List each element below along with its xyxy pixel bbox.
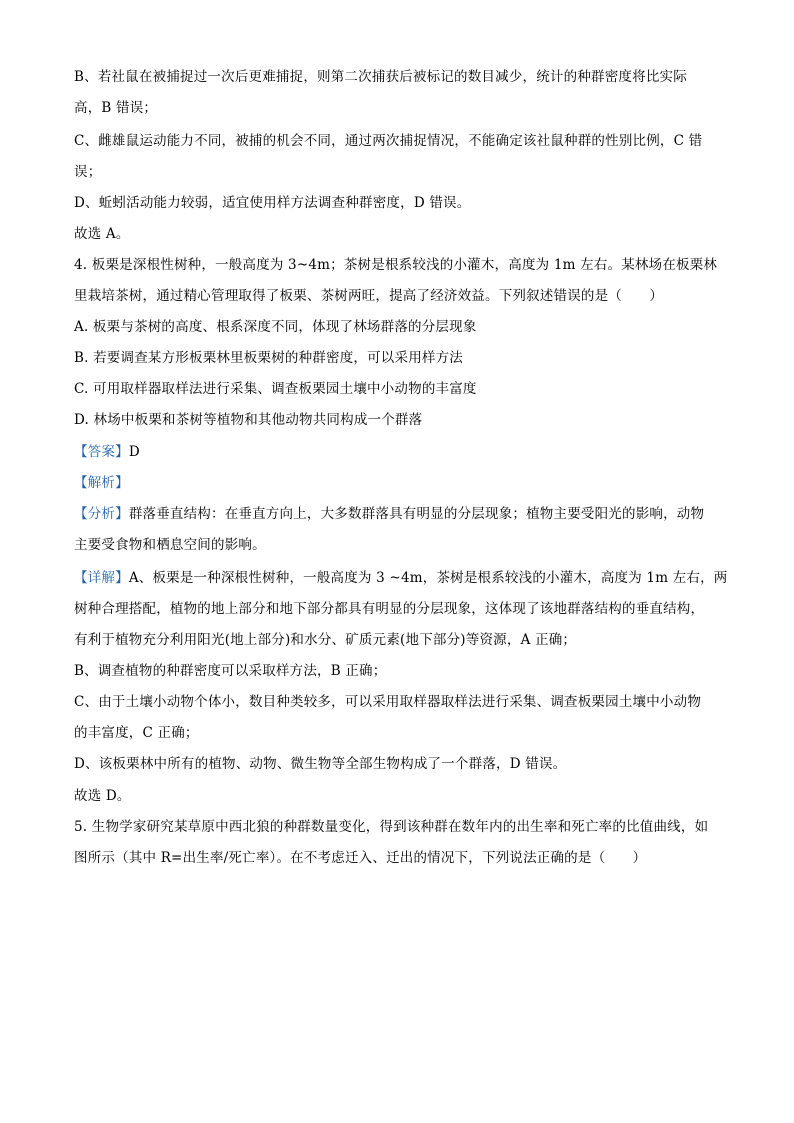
analysis-tag: 【分析】 bbox=[74, 506, 129, 522]
analysis-header: 【解析】 bbox=[74, 475, 129, 491]
question-4-stem: 里栽培茶树，通过精心管理取得了板栗、茶树两旺，提高了经济效益。下列叙述错误的是（ ） bbox=[74, 288, 664, 304]
analysis-text: 群落垂直结构：在垂直方向上，大多数群落具有明显的分层现象；植物主要受阳光的影响，动物 bbox=[128, 506, 705, 522]
text-line: 的丰富度，C 正确； bbox=[74, 725, 199, 741]
option-b: B. 若要调查某方形板栗林里板栗树的种群密度，可以采用样方法 bbox=[74, 350, 464, 366]
text-line: D、蚯蚓活动能力较弱，适宜使用样方法调查种群密度，D 错误。 bbox=[74, 195, 471, 211]
option-c: C. 可用取样器取样法进行采集、调查板栗园土壤中小动物的丰富度 bbox=[74, 381, 477, 397]
text-line: C、由于土壤小动物个体小，数目种类较多，可以采用取样器取样法进行采集、调查板栗园土壤中小动物 bbox=[74, 694, 702, 710]
text-line: 误； bbox=[74, 164, 102, 180]
question-5-stem: 图所示（其中 R=出生率/死亡率）。在不考虑迁入、迁出的情况下，下列说法正确的是（ ） bbox=[74, 850, 647, 866]
option-d: D. 林场中板栗和茶树等植物和其他动物共同构成一个群落 bbox=[74, 412, 423, 428]
text-line: C、雌雄鼠运动能力不同，被捕的机会不同，通过两次捕捉情况，不能确定该社鼠种群的性别比例，C 错 bbox=[74, 133, 703, 149]
question-5-stem: 5. 生物学家研究某草原中西北狼的种群数量变化，得到该种群在数年内的出生率和死亡率的比值曲线，如 bbox=[74, 819, 709, 835]
answer-tag: 【答案】 bbox=[74, 444, 129, 460]
text-line: 故选 A。 bbox=[74, 226, 130, 242]
text-line: 故选 D。 bbox=[74, 788, 131, 804]
answer-line bbox=[74, 442, 140, 462]
text-line: 主要受食物和栖息空间的影响。 bbox=[74, 537, 266, 553]
question-4-stem: 4. 板栗是深根性树种，一般高度为 3~4m；茶树是根系较浅的小灌木，高度为 1m 左右。某林场在板栗林 bbox=[74, 257, 718, 273]
answer-value: D bbox=[128, 444, 140, 460]
analysis-line bbox=[74, 504, 704, 524]
text-line: 有利于植物充分利用阳光(地上部分)和水分、矿质元素(地下部分)等资源，A 正确； bbox=[74, 632, 577, 648]
text-line: D、该板栗林中所有的植物、动物、微生物等全部生物构成了一个群落，D 错误。 bbox=[74, 756, 567, 772]
text-line: B、调查植物的种群密度可以采取样方法，B 正确； bbox=[74, 663, 387, 679]
text-line: 高，B 错误； bbox=[74, 100, 158, 116]
detail-text: A、板栗是一种深根性树种，一般高度为 3 ~4m，茶树是根系较浅的小灌木，高度为 1m 左右，两 bbox=[128, 570, 728, 586]
detail-tag: 【详解】 bbox=[74, 570, 129, 586]
option-a: A. 板栗与茶树的高度、根系深度不同，体现了林场群落的分层现象 bbox=[74, 319, 477, 335]
detail-line bbox=[74, 568, 728, 588]
text-line: 树种合理搭配，植物的地上部分和地下部分都具有明显的分层现象，这体现了该地群落结构的垂直结构， bbox=[74, 601, 705, 617]
text-line: B、若社鼠在被捕捉过一次后更难捕捉，则第二次捕获后被标记的数目减少，统计的种群密度将比实际 bbox=[74, 69, 687, 85]
